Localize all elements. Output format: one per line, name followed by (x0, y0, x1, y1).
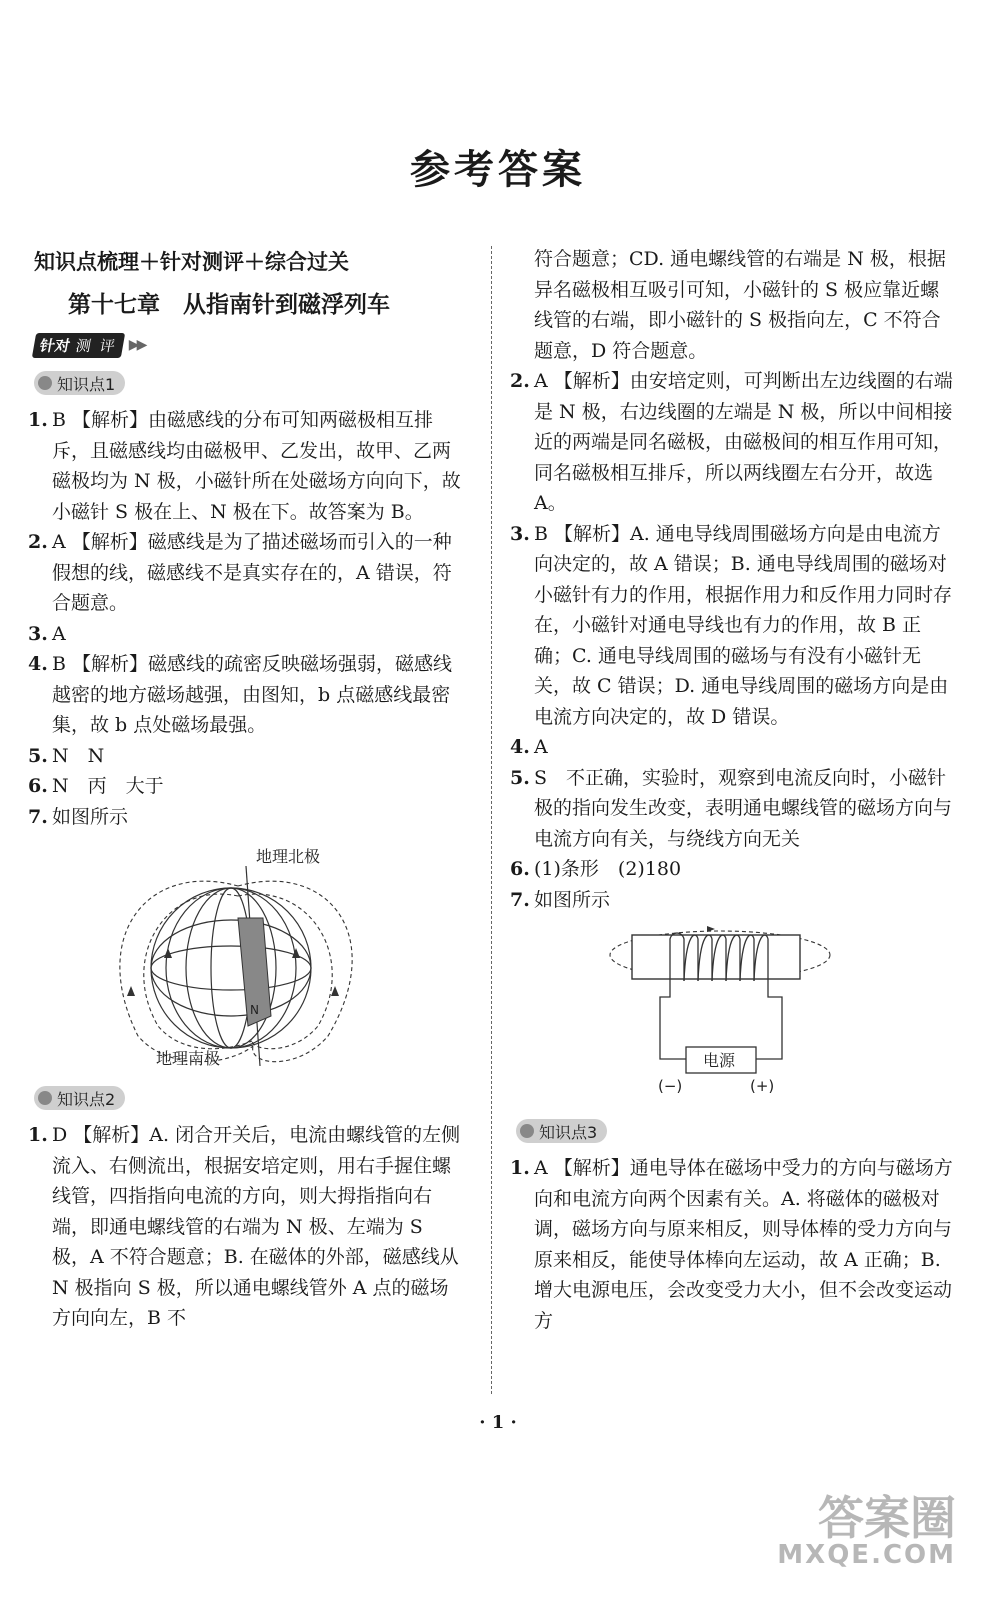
answer-text: N 丙 大于 (52, 775, 164, 797)
right-kp2-list (510, 366, 956, 915)
answer-text: 如图所示 (52, 805, 129, 828)
banner-part2: 测 评 (74, 336, 119, 355)
test-banner (34, 331, 466, 359)
answer-number: 6. (510, 858, 530, 880)
minus-terminal-label: (−) (658, 1077, 683, 1095)
answer-item (28, 619, 466, 650)
answer-item (28, 1120, 466, 1334)
answer-item (510, 1153, 956, 1336)
answer-item (510, 885, 956, 916)
answer-item (28, 527, 466, 619)
page-number: · 1 · (479, 1412, 517, 1433)
answer-item (510, 854, 956, 885)
chapter-title: 第十七章 从指南针到磁浮列车 (68, 292, 390, 318)
kp3-label: 知识点3 (539, 1122, 598, 1142)
answer-text: D 【解析】A. 闭合开关后，电流由螺线管的左侧流入、右侧流出，根据安培定则，用右手握住螺线管，四指指向电流的方向，则大拇指指向右端，即通电螺线管的右端为 N 极、左端为 S 极，A 不符合题意；B. 在磁体的外部，磁感线从 N 极指向 S 极，所以通电螺线管外 A 点的磁场方向向左，B 不 (52, 1124, 461, 1329)
earth-magnetic-field-figure (28, 836, 466, 1080)
answer-number: 7. (28, 805, 48, 828)
solenoid-core (632, 935, 800, 979)
answer-number: 1. (28, 1124, 48, 1146)
answer-text: 如图所示 (534, 888, 611, 911)
answer-text: N N (52, 744, 105, 767)
answer-item (510, 366, 956, 519)
double-chevron-icon: ▶▶ (128, 337, 145, 353)
banner-label (32, 333, 125, 358)
answer-number: 7. (510, 888, 530, 911)
answer-item (28, 802, 466, 833)
watermark-logo: 答案圈 (818, 1491, 956, 1545)
answer-text: S 不正确，实验时，观察到电流反向时，小磁针极的指向发生改变，表明通电螺线管的磁场方向与电流方向有关，与绕线方向无关 (534, 766, 953, 850)
north-pole-label: 地理北极 (256, 847, 321, 866)
solenoid-diagram (510, 919, 956, 1109)
section-title: 知识点梳理＋针对测评＋综合过关 (34, 250, 349, 274)
left-kp1-list (28, 405, 466, 832)
circle-icon (520, 1124, 534, 1138)
answer-number: 3. (510, 522, 530, 545)
circle-icon (38, 1091, 52, 1105)
page-title: 参考答案 (410, 147, 586, 193)
answer-number: 4. (28, 653, 48, 675)
column-divider (491, 246, 492, 1394)
answer-item (28, 771, 466, 802)
answer-number: 1. (28, 409, 48, 431)
right-column (510, 244, 956, 1336)
answer-item (28, 741, 466, 772)
answer-number: 4. (510, 736, 530, 758)
circle-icon (38, 376, 52, 390)
answer-number: 5. (510, 766, 530, 789)
answer-number: 1. (510, 1157, 530, 1179)
kp2-label: 知识点2 (57, 1089, 116, 1109)
answer-number: 6. (28, 775, 48, 797)
list-item (510, 244, 956, 366)
answer-text: A 【解析】磁感线是为了描述磁场而引入的一种假想的线，磁感线不是真实存在的，A 错误，符合题意。 (52, 531, 452, 614)
left-kp2-list (28, 1120, 466, 1334)
needle-label: N (250, 1003, 259, 1017)
answer-item (510, 763, 956, 855)
continued-text: 符合题意；CD. 通电螺线管的右端是 N 极，根据异名磁极相互吸引可知，小磁针的 S 极应靠近螺线管的右端，即小磁针的 S 极指向左，C 不符合题意，D 符合题意。 (534, 248, 946, 362)
answer-text: A 【解析】由安培定则，可判断出左边线圈的右端是 N 极，右边线圈的左端是 N 极，所以中间相接近的两端是同名磁极，由磁极间的相互作用可知，同名磁极相互排斥，所以两线圈左右分开，故选 A。 (534, 370, 953, 514)
plus-terminal-label: (+) (750, 1077, 775, 1095)
right-kp3-list (510, 1153, 956, 1336)
answer-item (510, 519, 956, 733)
answer-number: 2. (28, 531, 48, 553)
solenoid-circuit-figure (510, 919, 956, 1113)
answer-item (28, 405, 466, 527)
answer-number: 3. (28, 622, 48, 645)
earth-field-diagram (28, 836, 466, 1076)
answer-text: A (52, 622, 66, 645)
knowledge-point-1-badge (34, 371, 125, 395)
left-column (28, 244, 466, 1334)
banner-part1: 针对 (38, 336, 72, 355)
earth-circle (151, 888, 311, 1048)
answer-item (510, 732, 956, 763)
knowledge-point-2-badge (34, 1086, 125, 1110)
answer-text: B 【解析】磁感线的疏密反映磁场强弱，磁感线越密的地方磁场越强，由图知，b 点磁感线最密集，故 b 点处磁场最强。 (52, 653, 453, 736)
answer-text: (1)条形 (2)180 (534, 858, 682, 880)
answer-text: A 【解析】通电导体在磁场中受力的方向与磁场方向和电流方向两个因素有关。A. 将磁体的磁极对调，磁场方向与原来相反，则导体棒的受力方向与原来相反，能使导体棒向左运动，故 A 正确；B. 增大电源电压，会改变受力大小，但不会改变运动方 (534, 1157, 953, 1332)
answer-text: A (534, 736, 548, 758)
kp1-label: 知识点1 (57, 374, 116, 394)
answer-text: B 【解析】由磁感线的分布可知两磁极相互排斥，且磁感线均由磁极甲、乙发出，故甲、乙两磁极均为 N 极，小磁针所在处磁场方向向下，故小磁针 S 极在上、N 极在下。故答案为 B。 (52, 409, 461, 523)
answer-number: 5. (28, 744, 48, 767)
answer-text: B 【解析】A. 通电导线周围磁场方向是由电流方向决定的，故 A 错误；B. 通电导线周围的磁场对小磁针有力的作用，根据作用力和反作用力同时存在，小磁针对通电导线也有力的作用，故 B 正确；C. 通电导线周围的磁场与有没有小磁针无关，故 C 错误；D. 通电导线周围的磁场方向是由电流方向决定的，故 D 错误。 (534, 522, 953, 728)
knowledge-point-3-badge (516, 1119, 607, 1143)
watermark-site: MXQE.COM (777, 1540, 956, 1570)
power-source-label: 电源 (703, 1051, 736, 1070)
answer-number: 2. (510, 370, 530, 392)
south-pole-label: 地理南极 (156, 1049, 221, 1068)
answer-item (28, 649, 466, 741)
